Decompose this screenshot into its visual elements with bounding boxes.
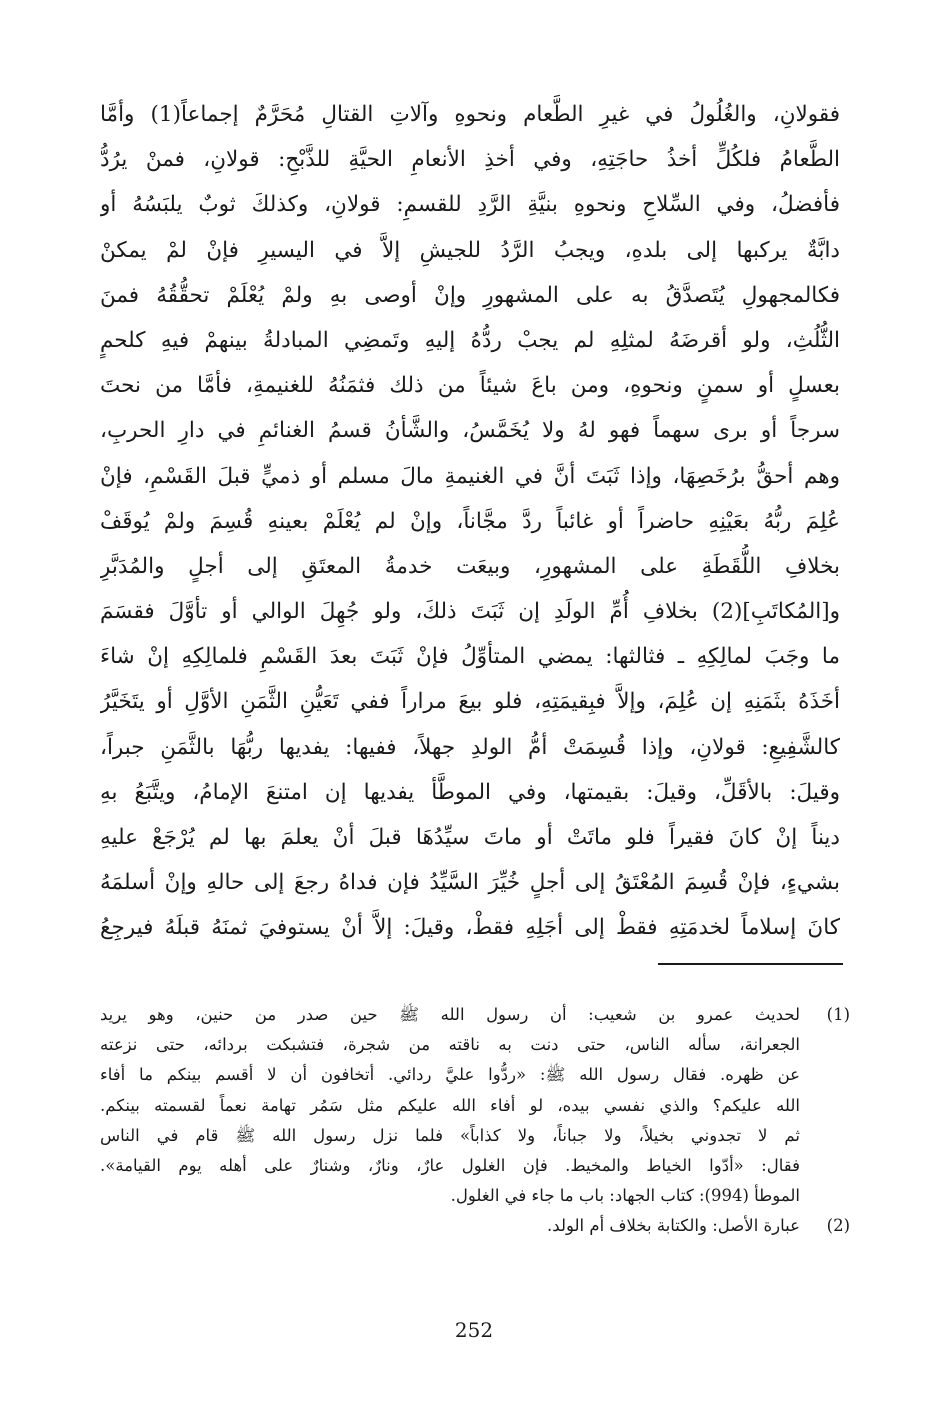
text-line: عُلِمَ ربُّهُ بعَيْنِهِ حاضراً أو غائباً ردَّ مجَّاناً، وإنْ لم يُعْلَمْ بعينهِ قُسِمَ ولمْ يُوقَفْ: [100, 508, 840, 534]
footnote-line: [100, 1181, 850, 1211]
text-line: بعسلٍ أو سمنٍ ونحوهِ، ومن باعَ شيئاً من ذلك فثمَنُهُ للغنيمةِ، فأمَّا من نحتَ: [100, 373, 840, 399]
text-line: وهم أحقُّ برُخَصِهَا، وإذا ثَبَتَ أنَّ في الغنيمةِ مالَ مسلم أو ذميٍّ قبلَ القَسْمِ، فإنْ: [100, 463, 840, 489]
footnote-number: (1): [826, 1005, 850, 1024]
text-line: الثُّلُثِ، ولو أقرضَهُ لمثلِهِ لم يجبْ ردُّهُ إليهِ وتَمضِي المبادلةُ بينهمْ فيهِ كلحمٍ: [100, 327, 840, 353]
footnote-line: [100, 1000, 850, 1030]
footnote-text: الله عليكم؟ والذي نفسي بيده، لو أفاء الله عليكم مثل سَمُر تهامة نعماً لقسمته بينكم.: [100, 1095, 800, 1115]
text-line: الطَّعامُ فلكُلٍّ أخذُ حاجَتِهِ، وفي أخذِ الأنعامِ الحيَّةِ للذَّبْحِ: قولانِ، فمنْ يرُدُّ: [100, 147, 840, 173]
footnote-line: [100, 1030, 850, 1060]
text-line: بخلافِ اللُّقَطَةِ على المشهورِ، وبيعَت خدمةُ المعتَقِ إلى أجلٍ والمُدَبَّرِ: [100, 553, 840, 579]
text-line: ما وجَبَ لمالِكِهِ ـ فثالثها: يمضي المتأوِّلُ فإنْ ثَبَتَ بعدَ القَسْمِ فلمالِكِهِ إنْ شاءَ: [100, 644, 840, 670]
page-number: 252: [454, 1318, 494, 1342]
footnote-line: [100, 1121, 850, 1151]
footnote-text: عن ظهره. فقال رسول الله ﷺ: «ردُّوا عليَّ ردائي. أتخافون أن لا أقسم بينكم ما أفاء: [100, 1065, 800, 1085]
text-line: فأفضلُ، وفي السِّلاحِ ونحوهِ بنيَّةِ الرَّدِ للقسمِ: قولانِ، وكذلكَ ثوبٌ يلبَسُهُ أو: [100, 192, 840, 218]
text-line: ديناً إنْ كانَ فقيراً فلو ماتَتْ أو ماتَ سيِّدُهَا قبلَ أنْ يعلمَ بها لم يُرْجَعْ عليهِ: [100, 825, 840, 850]
text-line: فكالمجهولِ يُتَصدَّقُ به على المشهورِ وإنْ أوصى بهِ ولمْ يُعْلَمْ تحقُّقُهُ فمنَ: [100, 282, 840, 308]
footnote-text: الجعرانة، سأله الناس، حتى دنت به ناقته من شجرة، فتشبكت بردائه، حتى نزعته: [100, 1035, 800, 1055]
text-line: أخَذَهُ بثَمَنِهِ إن عُلِمَ، وإلاَّ فبِقيمَتِهِ، فلو بيعَ مراراً ففي تَعَيُّنِ الثَّمَنِ الأوَّلِ أو يتَخَيَّرُ: [100, 689, 840, 715]
footnote-text: عبارة الأصل: والكتابة بخلاف أم الولد.: [547, 1216, 800, 1236]
footnote-text: لحديث عمرو بن شعيب: أن رسول الله ﷺ حين صدر من حنين، وهو يريد: [100, 1005, 800, 1024]
footnote-text: الموطأ (994): كتاب الجهاد: باب ما جاء في الغلول.: [450, 1186, 800, 1206]
text-line: دابَّةٌ يركبها إلى بلدهِ، ويجبُ الرَّدُ للجيشِ إلاَّ في اليسيرِ فإنْ لمْ يمكنْ: [100, 237, 840, 263]
footnote-line: [100, 1060, 850, 1090]
text-line: و[المُكاتَبِ](2) بخلافِ أُمِّ الولَدِ إن ثَبَتَ ذلكَ، ولو جُهِلَ الوالي أو تأوَّلَ فقسَمَ: [100, 599, 840, 625]
footnote-text: فقال: «أدّوا الخياط والمخيط. فإن الغلول عارٌ، ونارٌ، وشنارٌ على أهله يوم القيامة».: [100, 1155, 800, 1175]
main-text: [100, 92, 840, 951]
footnote-line: [100, 1151, 850, 1181]
footnote-text: ثم لا تجدوني بخيلاً، ولا جباناً، ولا كذاباً» فلما نزل رسول الله ﷺ قام في الناس: [100, 1125, 800, 1145]
text-line: كانَ إسلاماً لخدمَتِهِ فقطْ إلى أجَلِهِ فقطْ، وقيلَ: إلاَّ أنْ يستوفيَ ثمنَهُ قبلَهُ فيرجِعُ: [100, 915, 840, 941]
text-line: وقيلَ: بالأقَلِّ، وقيلَ: بقيمتها، وفي الموطَّأ يفديها إن امتنعَ الإمامُ، ويتَّبَعُ بهِ: [100, 779, 840, 805]
footnote-number: (2): [826, 1216, 850, 1236]
text-line: سرجاً أو برى سهماً فهو لهُ ولا يُخَمَّسُ، والشَّأنُ قسمُ الغنائمِ في دارِ الحربِ،: [100, 418, 840, 444]
text-line: بشيءٍ، فإنْ قُسِمَ المُعْتَقُ إلى أجلٍ خُيِّرَ السَّيِّدُ فإن فداهُ رجعَ إلى حالهِ وإنْ أسلمَهُ: [100, 870, 840, 896]
footnote-line: [100, 1091, 850, 1121]
footnotes: [100, 1000, 850, 1242]
text-line: فقولانِ، والغُلُولُ في غيرِ الطَّعام ونحوهِ وآلاتِ القتالِ مُحَرَّمٌ إجماعاً(1) وأمَّا: [100, 102, 840, 127]
footnote-separator: [658, 963, 843, 965]
text-line: كالشَّفِيعِ: قولانِ، وإذا قُسِمَتْ أمُّ الولدِ جهلاً، ففيها: يفديها ربُّهَا بالثَّمَنِ جبراً،: [100, 734, 840, 760]
footnote-line: [100, 1211, 850, 1241]
